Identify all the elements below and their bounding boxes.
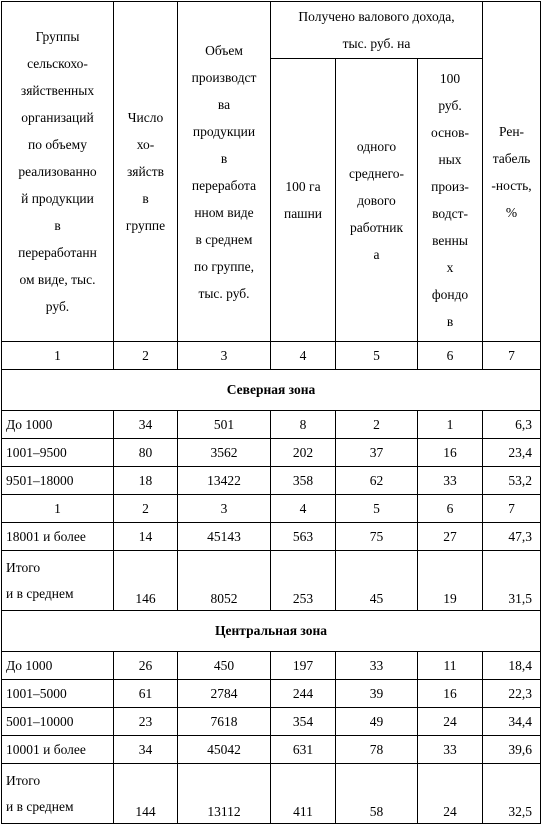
total-label-line: Итого (6, 560, 41, 575)
header-line: х (446, 260, 454, 275)
row-value: 14 (114, 523, 178, 551)
total-value: 13112 (178, 764, 271, 824)
row-value: 244 (271, 680, 336, 708)
row-value: 37 (336, 439, 418, 467)
total-value: 19 (418, 551, 483, 611)
row-value: 78 (336, 736, 418, 764)
header-line: руб. (45, 299, 70, 314)
total-label-line: и в среднем (6, 799, 74, 814)
row-value: 2784 (178, 680, 271, 708)
header-line: в среднем (195, 231, 253, 247)
row-group-label: 10001 и более (2, 736, 114, 764)
column-number: 4 (271, 495, 336, 523)
header-production-volume (178, 2, 271, 342)
header-line: Число (127, 110, 164, 125)
total-value: 58 (336, 764, 418, 824)
row-value: 450 (178, 652, 271, 680)
total-value: 253 (271, 551, 336, 611)
header-line: в (142, 191, 149, 206)
header-profitability (483, 2, 541, 342)
header-line: 100 (439, 71, 461, 86)
header-line: ом виде, тыс. (19, 272, 96, 287)
column-number: 6 (418, 342, 483, 370)
table-row (2, 467, 541, 495)
row-value: 61 (114, 680, 178, 708)
row-group-label: До 1000 (2, 652, 114, 680)
row-value: 22,3 (483, 680, 541, 708)
header-line: Получено валового дохода, (298, 9, 455, 24)
row-value: 7618 (178, 708, 271, 736)
row-value: 18 (114, 467, 178, 495)
total-value: 411 (271, 764, 336, 824)
row-value: 53,2 (483, 467, 541, 495)
header-line: % (505, 204, 518, 220)
row-value: 11 (418, 652, 483, 680)
header-line: 100 га (285, 179, 321, 194)
total-value: 24 (418, 764, 483, 824)
column-number: 4 (271, 342, 336, 370)
row-value: 33 (418, 736, 483, 764)
total-value: 8052 (178, 551, 271, 611)
header-line: в (220, 150, 228, 166)
header-line: среднего- (348, 165, 405, 181)
header-line: фондо (431, 287, 469, 302)
table-row (2, 411, 541, 439)
header-line: по группе, (193, 258, 255, 274)
header-line: руб. (438, 98, 462, 113)
row-group-label: 1001–5000 (2, 680, 114, 708)
row-value: 45143 (178, 523, 271, 551)
header-line: а (373, 246, 380, 262)
row-value: 80 (114, 439, 178, 467)
column-number: 7 (483, 495, 541, 523)
row-value: 197 (271, 652, 336, 680)
header-line: организаций (21, 110, 94, 125)
row-value: 75 (336, 523, 418, 551)
row-value: 33 (336, 652, 418, 680)
column-number: 1 (2, 495, 114, 523)
column-number: 3 (178, 495, 271, 523)
row-value: 1 (418, 411, 483, 439)
row-value: 39,6 (483, 736, 541, 764)
column-number: 2 (114, 495, 178, 523)
total-value: 31,5 (483, 551, 541, 611)
header-line: реализованно (18, 164, 97, 179)
row-value: 62 (336, 467, 418, 495)
header-line: по объему (28, 137, 87, 152)
header-line: производст (191, 69, 257, 85)
row-value: 34 (114, 411, 178, 439)
header-line: произ- (431, 179, 469, 194)
header-line: й продукции (21, 191, 94, 206)
total-value: 32,5 (483, 764, 541, 824)
total-row-central (2, 764, 541, 824)
column-number: 5 (336, 342, 418, 370)
row-value: 34,4 (483, 708, 541, 736)
table-row (2, 439, 541, 467)
table-row (2, 736, 541, 764)
table-row (2, 680, 541, 708)
column-number-row (2, 342, 541, 370)
header-line: венны (432, 233, 468, 248)
statistics-table (1, 1, 541, 824)
row-group-label: 9501–18000 (2, 467, 114, 495)
total-label (2, 764, 114, 824)
column-number-repeat-row (2, 495, 541, 523)
total-value: 146 (114, 551, 178, 611)
header-line: дового (357, 192, 396, 208)
row-value: 34 (114, 736, 178, 764)
header-per-100-rub-funds (418, 59, 483, 342)
total-label (2, 551, 114, 611)
row-value: 202 (271, 439, 336, 467)
row-value: 8 (271, 411, 336, 439)
zone-row-north (2, 370, 541, 411)
header-gross-income (271, 2, 483, 59)
column-number: 6 (418, 495, 483, 523)
header-line: Группы (35, 29, 80, 44)
header-line: ва (217, 96, 231, 112)
row-value: 39 (336, 680, 418, 708)
header-line: хо- (136, 137, 155, 152)
row-value: 6,3 (483, 411, 541, 439)
zone-title: Центральная зона (2, 611, 541, 652)
header-line: переработанн (18, 245, 97, 260)
row-value: 27 (418, 523, 483, 551)
row-value: 18,4 (483, 652, 541, 680)
row-value: 45042 (178, 736, 271, 764)
row-value: 23,4 (483, 439, 541, 467)
row-group-label: До 1000 (2, 411, 114, 439)
header-line: пашни (283, 206, 323, 221)
row-value: 354 (271, 708, 336, 736)
total-value: 45 (336, 551, 418, 611)
column-number: 5 (336, 495, 418, 523)
header-line: нном виде (194, 204, 254, 220)
row-value: 24 (418, 708, 483, 736)
row-value: 563 (271, 523, 336, 551)
column-number: 7 (483, 342, 541, 370)
header-line: -ность, (491, 177, 532, 193)
row-value: 47,3 (483, 523, 541, 551)
header-line: сельскохо- (27, 56, 88, 71)
table-row (2, 523, 541, 551)
row-group-label: 5001–10000 (2, 708, 114, 736)
header-line: водст- (432, 206, 468, 221)
row-value: 23 (114, 708, 178, 736)
header-line: Рен- (499, 123, 525, 139)
header-per-worker (336, 59, 418, 342)
row-value: 16 (418, 439, 483, 467)
header-line: одного (356, 138, 397, 154)
table-row (2, 708, 541, 736)
total-row-north (2, 551, 541, 611)
row-value: 501 (178, 411, 271, 439)
zone-row-central (2, 611, 541, 652)
header-line: зяйственных (20, 83, 95, 98)
header-line: тыс. руб. на (342, 36, 411, 51)
zone-title: Северная зона (2, 370, 541, 411)
header-line: зяйств (126, 164, 165, 179)
header-line: табель (492, 150, 531, 166)
row-group-label: 18001 и более (2, 523, 114, 551)
column-number: 3 (178, 342, 271, 370)
header-line: ных (438, 152, 462, 167)
header-line: переработа (191, 177, 257, 193)
header-line: основ- (431, 125, 469, 140)
header-per-100-ha (271, 59, 336, 342)
row-value: 16 (418, 680, 483, 708)
row-value: 49 (336, 708, 418, 736)
column-number: 2 (114, 342, 178, 370)
header-line: в (446, 314, 454, 329)
header-line: в (54, 218, 61, 233)
row-value: 2 (336, 411, 418, 439)
header-line: продукции (192, 123, 256, 139)
header-line: Объем (205, 42, 243, 58)
row-value: 3562 (178, 439, 271, 467)
column-number: 1 (2, 342, 114, 370)
row-value: 13422 (178, 467, 271, 495)
row-value: 631 (271, 736, 336, 764)
table-row (2, 652, 541, 680)
header-line: работник (349, 219, 404, 235)
row-value: 33 (418, 467, 483, 495)
total-value: 144 (114, 764, 178, 824)
total-label-line: и в среднем (6, 586, 74, 601)
row-group-label: 1001–9500 (2, 439, 114, 467)
header-line: тыс. руб. (198, 285, 250, 301)
header-farm-count (114, 2, 178, 342)
header-groups (2, 2, 114, 342)
total-label-line: Итого (6, 773, 41, 788)
row-value: 358 (271, 467, 336, 495)
row-value: 26 (114, 652, 178, 680)
header-line: группе (125, 218, 166, 233)
